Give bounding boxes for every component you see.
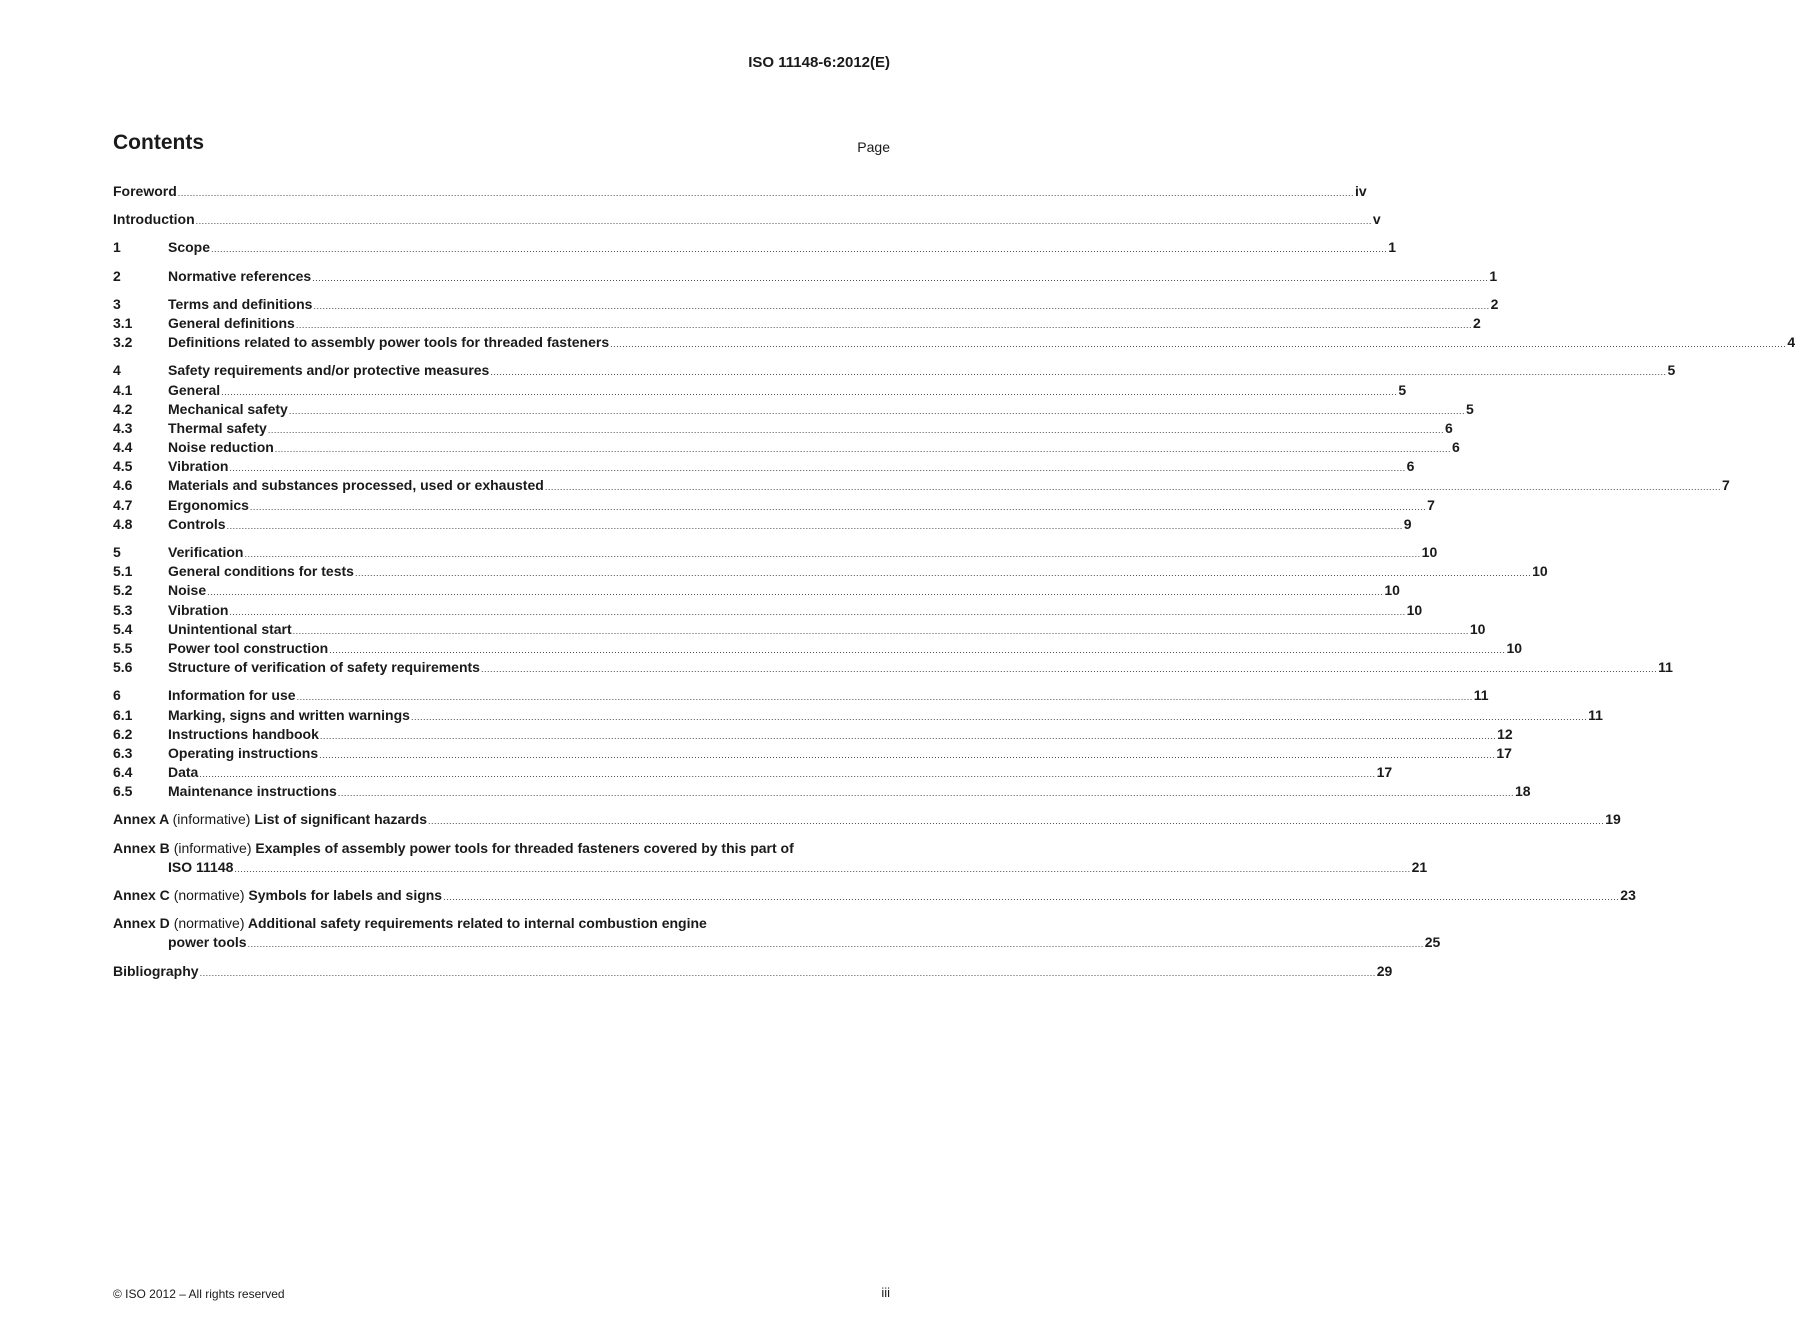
toc-entry[interactable] [113, 601, 1423, 621]
toc-entry-number: 6.4 [113, 764, 133, 781]
toc-entry-title: Terms and definitions [168, 295, 313, 312]
toc-page-number: 2 [1490, 295, 1499, 312]
toc-entry-number: 1 [113, 239, 121, 256]
toc-entry-title: Vibration [168, 601, 229, 618]
document-id: ISO 11148-6:2012(E) [748, 54, 890, 71]
toc-entry-title: Data [168, 764, 199, 781]
toc-entry-title: Controls [168, 515, 226, 532]
dot-leader [227, 521, 1403, 531]
page-title: Contents [113, 131, 204, 154]
toc-entry[interactable] [113, 239, 1397, 258]
toc-entry-title: Introduction [113, 211, 195, 228]
toc-entry-title: Materials and substances processed, used or exhausted [168, 477, 544, 494]
toc-entry[interactable] [113, 744, 1512, 764]
toc-page-number: 11 [1473, 687, 1489, 704]
toc-entry-number: 6.2 [113, 725, 133, 742]
toc-entry-annex-b[interactable] [113, 840, 890, 859]
table-of-contents [113, 183, 1795, 991]
annex-title: Examples of assembly power tools for threaded fasteners covered by this part of [255, 839, 794, 856]
toc-page-number: 5 [1667, 362, 1676, 379]
toc-entry-number: 4.6 [113, 477, 133, 494]
dot-leader [481, 664, 1657, 674]
toc-entry-title: Operating instructions [168, 744, 319, 761]
toc-entry-number: 5 [113, 544, 121, 560]
toc-group-section-6 [113, 687, 1603, 802]
dot-leader [268, 425, 1444, 435]
toc-entry-number: 5.5 [113, 639, 133, 656]
annex-kind: (normative) [173, 915, 245, 932]
annex-kind: (normative) [173, 887, 245, 903]
toc-entry-introduction[interactable] [113, 211, 1381, 230]
toc-entry-title: Scope [168, 239, 211, 256]
toc-entry-title: Safety requirements and/or protective measures [168, 362, 490, 379]
toc-entry[interactable] [113, 439, 1460, 458]
dot-leader [199, 769, 1375, 779]
toc-group-scope [113, 239, 1397, 258]
annex-label: Annex D [113, 915, 170, 932]
toc-group-foreword [113, 183, 1367, 202]
toc-entry-number: 3.2 [113, 334, 133, 351]
toc-page-number: 9 [1403, 515, 1412, 532]
toc-page-number: 18 [1515, 783, 1531, 800]
toc-entry-title: Bibliography [113, 962, 199, 979]
toc-group-annex-c [113, 887, 1636, 906]
toc-page-number: 6 [1452, 439, 1460, 456]
toc-entry-title: Thermal safety [168, 419, 267, 436]
dot-leader [355, 568, 1531, 578]
toc-entry[interactable] [113, 725, 1513, 745]
dot-leader [244, 549, 1420, 559]
toc-entry-number: 5.6 [113, 659, 133, 676]
toc-page-number: 5 [1398, 381, 1407, 398]
toc-group-section-5 [113, 544, 1673, 678]
toc-entry[interactable] [113, 687, 1489, 706]
toc-entry[interactable] [113, 381, 1407, 401]
toc-group-normative-references [113, 267, 1498, 287]
toc-entry-title [113, 811, 427, 827]
dot-leader [319, 750, 1495, 760]
toc-page-number: 10 [1469, 620, 1486, 637]
toc-entry[interactable] [113, 639, 1523, 659]
toc-entry[interactable] [113, 496, 1435, 516]
toc-group-annex-b [113, 839, 1428, 878]
toc-page-number: 7 [1722, 477, 1730, 494]
toc-entry-number: 5.1 [113, 563, 133, 580]
toc-entry[interactable] [113, 362, 1676, 381]
toc-group-section-3 [113, 295, 1795, 354]
dot-leader [411, 712, 1587, 722]
annex-title: Additional safety requirements related to internal combustion engine [247, 915, 707, 932]
toc-entry[interactable] [113, 563, 1548, 582]
dot-leader [338, 788, 1514, 798]
toc-entry[interactable] [113, 400, 1474, 420]
toc-page-number: 1 [1388, 239, 1397, 256]
toc-entry-number: 5.3 [113, 601, 133, 618]
toc-entry-title: Marking, signs and written warnings [168, 706, 410, 723]
toc-page-number: 10 [1421, 544, 1438, 560]
toc-entry-number: 4.3 [113, 419, 133, 436]
dot-leader [610, 339, 1786, 349]
toc-group-bibliography [113, 962, 1393, 982]
toc-entry[interactable] [113, 515, 1412, 535]
page-column-label: Page [857, 139, 890, 155]
toc-entry-title: Vibration [168, 458, 229, 475]
toc-entry-number: 5.2 [113, 582, 133, 599]
annex-title-continued: power tools [168, 934, 247, 951]
toc-page-number: 7 [1427, 496, 1435, 513]
toc-entry-title: Maintenance instructions [168, 783, 337, 800]
toc-entry-title [113, 887, 442, 903]
toc-entry-title: Structure of verification of safety requirements [168, 659, 480, 676]
toc-entry[interactable] [113, 620, 1486, 640]
toc-entry-number: 6.5 [113, 783, 133, 800]
dot-leader [229, 607, 1405, 617]
toc-page-number: 29 [1376, 962, 1393, 979]
toc-page-number: 19 [1605, 811, 1621, 828]
dot-leader [313, 301, 1489, 311]
dot-leader [297, 692, 1473, 702]
toc-entry-annex-c[interactable] [113, 887, 1636, 906]
toc-entry-annex-d-cont[interactable] [113, 934, 1441, 953]
toc-entry[interactable] [113, 544, 1438, 563]
dot-leader [329, 645, 1505, 655]
toc-entry-number: 3 [113, 295, 121, 312]
toc-page-number: 25 [1424, 934, 1441, 951]
toc-page-number: 6 [1445, 419, 1453, 436]
toc-page-number: 23 [1620, 887, 1636, 903]
toc-entry-number: 4.5 [113, 458, 133, 475]
toc-entry-title: General conditions for tests [168, 563, 354, 580]
toc-group-section-4 [113, 362, 1730, 535]
toc-entry-number: 6.1 [113, 706, 133, 723]
dot-leader [248, 939, 1424, 949]
toc-entry[interactable] [113, 419, 1453, 439]
toc-page-number: iv [1354, 183, 1367, 199]
toc-entry[interactable] [113, 267, 1498, 287]
toc-entry-title: General definitions [168, 314, 295, 331]
toc-entry[interactable] [113, 764, 1393, 783]
toc-entry-title: Mechanical safety [168, 400, 288, 417]
toc-group-annex-a [113, 811, 1621, 830]
toc-entry-number: 4.1 [113, 381, 133, 398]
toc-entry-title: Information for use [168, 687, 296, 704]
toc-entry-title: Instructions handbook [168, 725, 319, 742]
toc-entry[interactable] [113, 706, 1603, 726]
toc-entry-number: 6.3 [113, 744, 133, 761]
toc-entry[interactable] [113, 295, 1499, 315]
dot-leader [443, 892, 1619, 902]
toc-entry[interactable] [113, 458, 1415, 477]
toc-page-number: 1 [1489, 267, 1498, 284]
toc-entry-title: Verification [168, 544, 244, 560]
toc-page-number: 10 [1532, 563, 1548, 580]
dot-leader [178, 188, 1354, 198]
toc-entry-title: Power tool construction [168, 639, 329, 656]
dot-leader [207, 587, 1383, 597]
toc-page-number: 11 [1588, 706, 1603, 723]
annex-label: Annex A [113, 811, 169, 828]
toc-entry-title [113, 915, 707, 931]
toc-page-number: 6 [1406, 458, 1415, 475]
toc-entry[interactable] [113, 314, 1481, 334]
dot-leader [312, 273, 1488, 283]
dot-leader [289, 406, 1465, 416]
annex-label: Annex B [113, 839, 170, 856]
toc-entry-title: Noise [168, 582, 207, 599]
dot-leader [296, 320, 1472, 330]
annex-kind: (informative) [173, 839, 252, 856]
dot-leader [196, 216, 1372, 226]
toc-entry-number: 5.4 [113, 620, 133, 637]
toc-entry-title: Noise reduction [168, 439, 274, 456]
toc-entry-bibliography[interactable] [113, 962, 1393, 982]
toc-entry-annex-d[interactable] [113, 915, 890, 934]
toc-entry-title: Definitions related to assembly power tools for threaded fasteners [168, 334, 610, 351]
toc-entry-number: 4.4 [113, 439, 133, 456]
dot-leader [234, 864, 1410, 874]
dot-leader [293, 626, 1469, 636]
toc-entry-annex-a[interactable] [113, 811, 1621, 830]
annex-title-continued: ISO 11148 [168, 858, 234, 875]
toc-entry-foreword[interactable] [113, 183, 1367, 202]
toc-entry-title: Unintentional start [168, 620, 292, 637]
toc-page-number: 21 [1411, 858, 1428, 875]
dot-leader [490, 367, 1666, 377]
toc-group-annex-d [113, 915, 1441, 953]
toc-entry[interactable] [113, 783, 1531, 802]
dot-leader [229, 463, 1405, 473]
toc-page-number: 11 [1658, 659, 1673, 676]
toc-entry-title: General [168, 381, 221, 398]
annex-title: Symbols for labels and signs [248, 887, 443, 903]
toc-entry-number: 3.1 [113, 314, 133, 331]
toc-page-number: v [1372, 211, 1381, 228]
dot-leader [428, 816, 1604, 826]
annex-label: Annex C [113, 887, 170, 903]
toc-entry-number: 4.8 [113, 515, 133, 532]
toc-entry-title: Foreword [113, 183, 177, 199]
toc-entry[interactable] [113, 582, 1400, 601]
toc-entry-number: 4.2 [113, 400, 133, 417]
toc-page-number: 2 [1473, 314, 1481, 331]
toc-page-number: 12 [1497, 725, 1513, 742]
toc-page-number: 10 [1406, 601, 1423, 618]
dot-leader [275, 444, 1451, 454]
toc-page-number: 17 [1376, 764, 1393, 781]
copyright-notice: © ISO 2012 – All rights reserved [113, 1287, 285, 1301]
toc-page-number: 17 [1496, 744, 1512, 761]
dot-leader [211, 244, 1387, 254]
toc-group-introduction [113, 211, 1381, 230]
toc-entry-number: 4.7 [113, 496, 133, 513]
toc-page-number: 5 [1466, 400, 1474, 417]
page-number: iii [881, 1285, 890, 1300]
toc-entry-title: Ergonomics [168, 496, 249, 513]
toc-entry-number: 4 [113, 362, 121, 379]
toc-page-number: 10 [1506, 639, 1523, 656]
annex-kind: (informative) [172, 811, 251, 828]
toc-entry[interactable] [113, 477, 1730, 496]
toc-entry[interactable] [113, 334, 1795, 353]
toc-entry-title: Normative references [168, 267, 312, 284]
toc-entry-number: 2 [113, 267, 121, 284]
dot-leader [250, 502, 1426, 512]
dot-leader [221, 387, 1397, 397]
toc-entry-number: 6 [113, 687, 121, 704]
toc-entry[interactable] [113, 659, 1673, 678]
toc-entry-annex-b-cont[interactable] [113, 858, 1428, 878]
dot-leader [200, 968, 1376, 978]
dot-leader [545, 482, 1721, 492]
dot-leader [320, 731, 1496, 741]
toc-page-number: 10 [1384, 582, 1400, 599]
toc-entry-title [113, 840, 794, 856]
annex-title: List of significant hazards [254, 811, 428, 828]
toc-page-number: 4 [1787, 334, 1795, 351]
